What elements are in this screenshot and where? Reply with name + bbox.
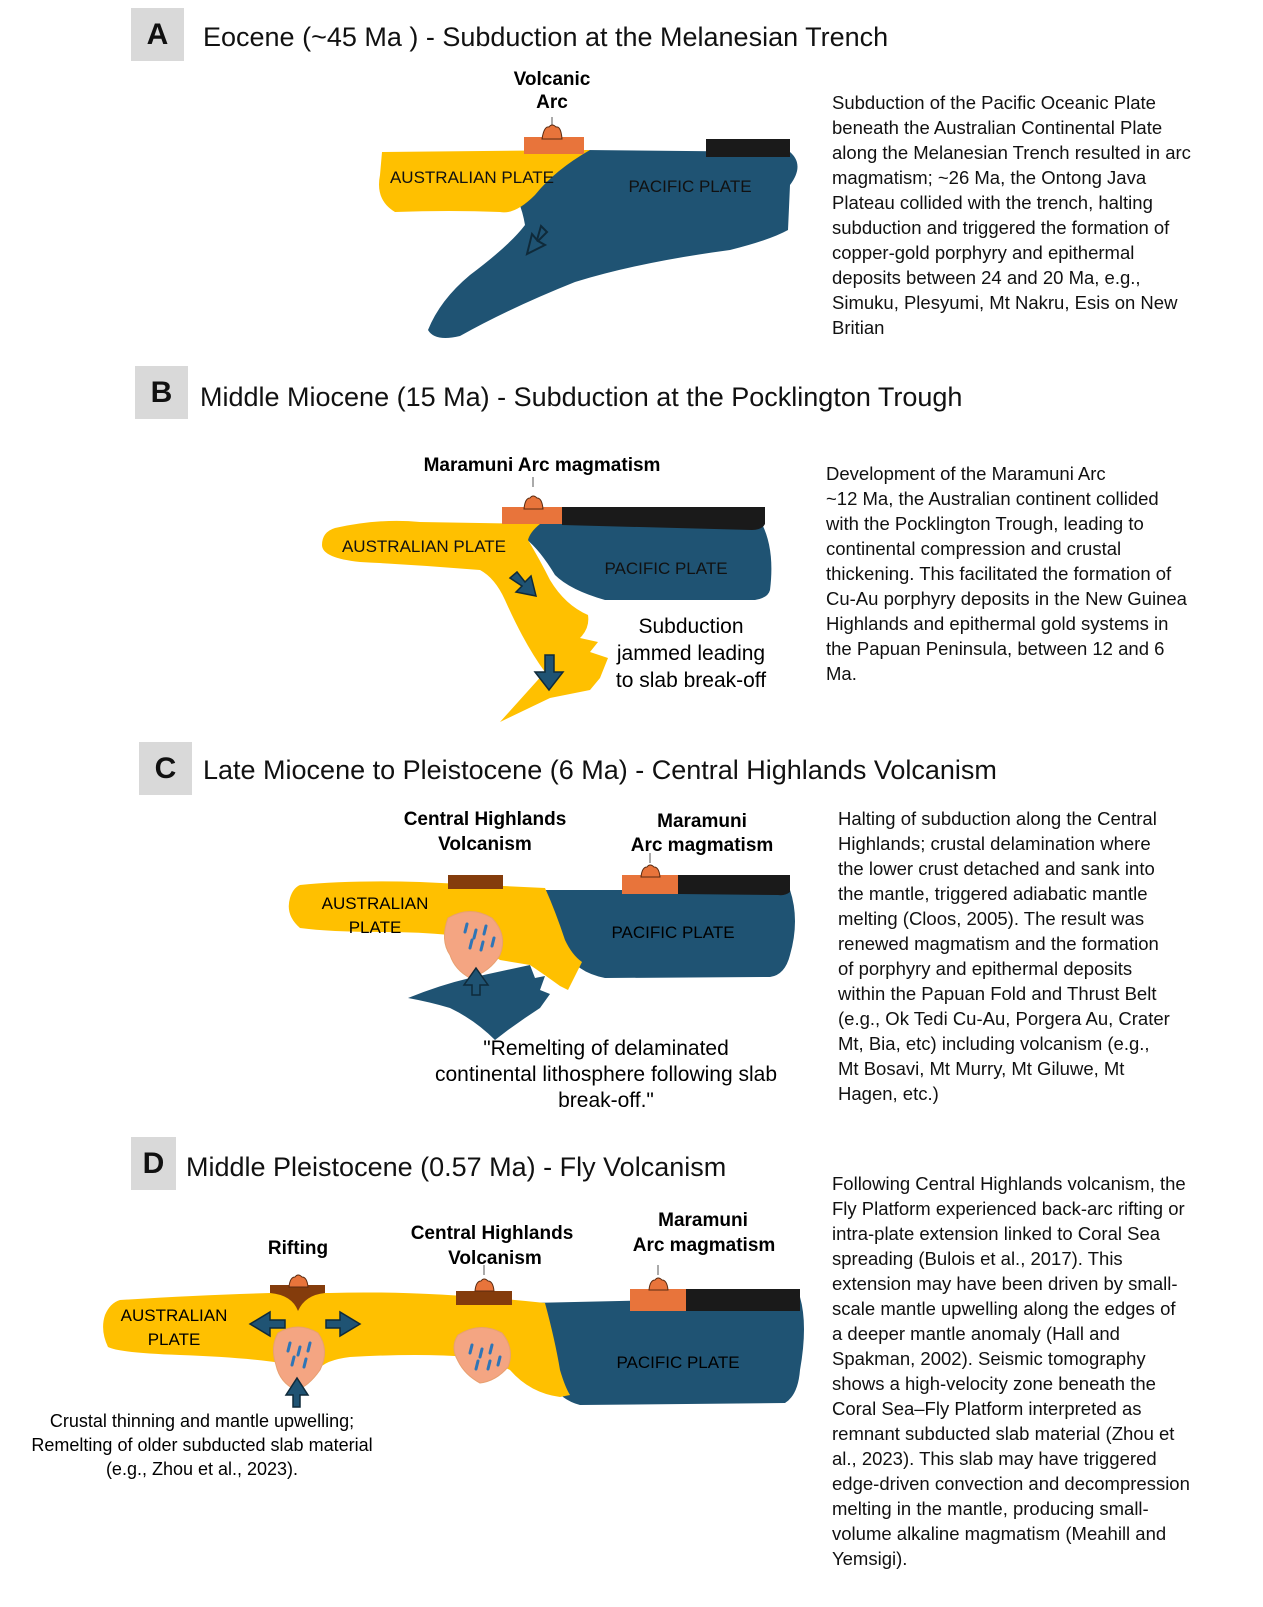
maramuni-label-2: Arc magmatism: [630, 835, 774, 856]
chv-block: [456, 1291, 512, 1305]
panel-c-diagram: [0, 740, 1263, 1125]
australian-plate-label-1: AUSTRALIAN: [321, 894, 429, 913]
maramuni-arc-block: [630, 1289, 686, 1311]
australian-plate-label: AUSTRALIAN PLATE: [341, 537, 507, 556]
black-cap: [686, 1289, 800, 1311]
panel-c-description: Halting of subduction along the Central Highlands; crustal delamination where the lower crust detached and sank into the mantle, triggered adiabatic mantle melting (Cloos, 2005). The result was renewed magmatism and the formation of porphyry and epithermal deposits within the Papuan Fold and Thrust Belt (e.g., Ok Tedi Cu-Au, Porgera Au, Crater Mt, Bia, etc) including volcanism (e.g., Mt Bosavi, Mt Murry, Mt Giluwe, Mt Hagen, etc.): [838, 808, 1170, 1104]
panel-b-title: Middle Miocene (15 Ma) - Subduction at the Pocklington Trough: [200, 382, 963, 412]
pacific-plate-label: PACIFIC PLATE: [616, 1353, 740, 1372]
pacific-plate-label: PACIFIC PLATE: [604, 559, 728, 578]
remelting-quote-1: "Remelting of delaminated: [483, 1037, 729, 1060]
remelting-quote-2: continental lithosphere following slab: [434, 1063, 778, 1086]
chv-label-2: Volcanism: [438, 834, 532, 855]
volcanic-arc-block: [524, 137, 584, 154]
maramuni-arc-block: [622, 875, 678, 894]
panel-a-description: Subduction of the Pacific Oceanic Plate beneath the Australian Continental Plate along the Melanesian Trench resulted in arc magmatism; ~26 Ma, the Ontong Java Plateau collided with the trench, halting subduction and triggered the formation of copper-gold porphyry and epithermal deposits between 24 and 20 Ma, e.g., Simuku, Plesyumi, Mt Nakru, Esis on New Britian: [832, 92, 1191, 338]
volcanic-arc-label-2: Arc: [536, 92, 568, 113]
panel-d-description: Following Central Highlands volcanism, the Fly Platform experienced back-arc rifting or intra-plate extension linked to Coral Sea spreading (Bulois et al., 2017). This extension may have been driven by small- scale mantle upwelling along the edges of a deeper mantle anomaly (Hall and Spakman, 2002). Seismic tomography shows a high-velocity zone beneath the Coral Sea–Fly Platform interpreted as remnant subducted slab material (Zhou et al., 2023). This slab may have triggered edge-driven convection and decompression melting in the mantle, producing small- volume alkaline magmatism (Meahill and Yemsigi).: [832, 1173, 1190, 1569]
volcano-icon: [524, 477, 543, 509]
maramuni-label-1: Maramuni: [658, 1210, 748, 1231]
maramuni-arc-block: [502, 507, 562, 524]
volcano-icon-rift: [289, 1275, 308, 1287]
rifting-label: Rifting: [267, 1238, 329, 1259]
chv-label-1: Central Highlands: [410, 1223, 574, 1244]
remelting-quote-3: break-off.": [558, 1089, 654, 1112]
chv-block: [448, 875, 503, 889]
pacific-plate-label: PACIFIC PLATE: [611, 923, 735, 942]
black-cap: [678, 875, 790, 895]
maramuni-arc-label: Maramuni Arc magmatism: [423, 455, 661, 476]
panel-a-diagram: [0, 0, 1263, 360]
thinning-note-1: Crustal thinning and mantle upwelling;: [49, 1411, 355, 1431]
thinning-note-3: (e.g., Zhou et al., 2023).: [105, 1459, 299, 1479]
panel-c-title: Late Miocene to Pleistocene (6 Ma) - Central Highlands Volcanism: [203, 755, 997, 785]
australian-plate-label-2: PLATE: [147, 1330, 201, 1349]
thinning-note-2: Remelting of older subducted slab material: [31, 1435, 373, 1455]
volcano-icon: [542, 117, 562, 139]
panel-b-diagram: [0, 360, 1263, 740]
panel-d-badge: D: [131, 1137, 176, 1190]
maramuni-label-1: Maramuni: [657, 811, 747, 832]
slab-breakoff-note-1: Subduction: [638, 615, 744, 638]
volcano-icon: [641, 853, 660, 877]
panel-d-title: Middle Pleistocene (0.57 Ma) - Fly Volcanism: [186, 1152, 727, 1182]
volcano-icon-maramuni: [649, 1265, 668, 1290]
chv-label-1: Central Highlands: [403, 809, 567, 830]
panel-c-badge: C: [139, 742, 192, 795]
ontong-java-cap: [706, 139, 790, 157]
slab-breakoff-note-2: jammed leading: [616, 642, 766, 665]
melt-blob: [444, 912, 502, 979]
chv-label-2: Volcanism: [448, 1248, 542, 1269]
panel-d-diagram: [0, 1125, 1263, 1607]
australian-plate-label: AUSTRALIAN PLATE: [389, 168, 555, 187]
volcanic-arc-label-1: Volcanic: [513, 69, 591, 90]
australian-plate-label-2: PLATE: [348, 918, 402, 937]
maramuni-label-2: Arc magmatism: [632, 1235, 776, 1256]
panel-b-description: Development of the Maramuni Arc ~12 Ma, the Australian continent collided with the Pocklington Trough, leading to continental compression and crustal thickening. This facilitated the formation of Cu-Au porphyry deposits in the New Guinea Highlands and epithermal gold systems in the Papuan Peninsula, between 12 and 6 Ma.: [826, 463, 1187, 684]
pacific-plate-shape: [530, 1297, 804, 1405]
panel-b-badge: B: [135, 366, 188, 419]
australian-plate-label-1: AUSTRALIAN: [120, 1306, 228, 1325]
slab-breakoff-note-3: to slab break-off: [615, 669, 767, 692]
pacific-plate-label: PACIFIC PLATE: [628, 177, 752, 196]
panel-a-title: Eocene (~45 Ma ) - Subduction at the Melanesian Trench: [203, 22, 889, 52]
chv-melt-blob: [454, 1327, 510, 1383]
panel-a-badge: A: [131, 8, 184, 61]
